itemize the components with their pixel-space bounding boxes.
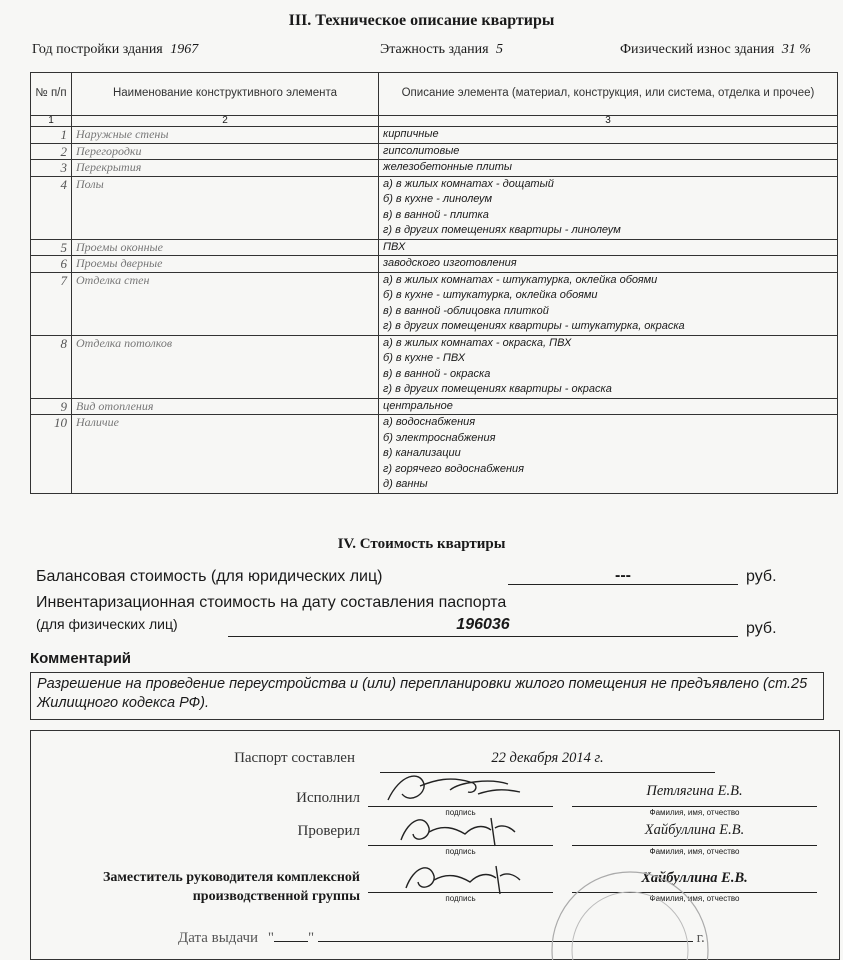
row-number: 10 xyxy=(31,415,72,494)
technical-description-table xyxy=(30,72,838,494)
table-row xyxy=(31,415,838,494)
executor-name: Петлягина Е.В. xyxy=(646,783,743,799)
floors-value: 5 xyxy=(496,42,504,57)
description-line: кирпичные xyxy=(383,128,439,140)
issue-year-suffix: г. xyxy=(696,930,705,946)
description-line: а) в жилых комнатах - дощатый xyxy=(383,177,554,190)
issue-quote-close: " xyxy=(307,930,315,946)
row-description xyxy=(379,176,838,239)
build-year-label: Год постройки здания xyxy=(32,42,163,57)
comment-text: Разрешение на проведение переустройства и (или) перепланировки жилого помещения не предъявлено (ст.25 Жилищного кодекса РФ). xyxy=(30,672,824,720)
description-line: г) в других помещениях квартиры - штукатурка, окраска xyxy=(383,320,685,332)
deputy-name: Хайбуллина Е.В. xyxy=(641,870,748,886)
row-number: 9 xyxy=(31,398,72,415)
name-caption: Фамилия, имя, отчество xyxy=(649,847,740,856)
header-desc: Описание элемента (материал, конструкция, или система, отделка и прочее) xyxy=(379,73,838,116)
row-description xyxy=(379,239,838,256)
description-line: в) в ванной -облицовка плиткой xyxy=(383,304,549,317)
description-line: г) в других помещениях квартиры - линолеум xyxy=(383,224,621,236)
table-index-row xyxy=(31,116,838,127)
table-row xyxy=(31,398,838,415)
row-element-name: Перегородки xyxy=(72,143,379,160)
wear-label: Физический износ здания xyxy=(620,42,775,57)
description-line: заводского изготовления xyxy=(383,257,517,269)
sign-caption: подпись xyxy=(445,808,476,817)
description-line: а) водоснабжения xyxy=(383,416,476,428)
floors-label: Этажность здания xyxy=(380,42,489,57)
description-line: г) горячего водоснабжения xyxy=(383,462,525,475)
description-line: г) в других помещениях квартиры - окраска xyxy=(383,383,612,395)
description-line: гипсолитовые xyxy=(383,144,460,157)
section-3-title: III. Техническое описание квартиры xyxy=(288,12,555,29)
row-element-name: Проемы оконные xyxy=(72,239,379,256)
row-element-name: Полы xyxy=(72,176,379,239)
header-no: № п/п xyxy=(31,73,72,116)
issue-label: Дата выдачи xyxy=(178,930,259,946)
row-description xyxy=(379,143,838,160)
row-description xyxy=(379,256,838,273)
wear-value: 31 % xyxy=(781,42,811,57)
name-caption: Фамилия, имя, отчество xyxy=(649,808,740,817)
table-row xyxy=(31,176,838,239)
compiled-date: 22 декабря 2014 г. xyxy=(491,750,604,766)
issue-day-line xyxy=(274,941,308,942)
table-row xyxy=(31,256,838,273)
deputy-signature xyxy=(400,858,530,898)
issue-quote-open: " xyxy=(267,930,274,946)
build-year-row xyxy=(32,42,198,58)
table-row xyxy=(31,239,838,256)
description-line: б) электроснабжения xyxy=(383,431,496,444)
table-row xyxy=(31,272,838,335)
row-number: 6 xyxy=(31,256,72,273)
row-element-name: Отделка стен xyxy=(72,272,379,335)
description-line: ПВХ xyxy=(383,240,406,253)
row-number: 5 xyxy=(31,239,72,256)
row-description xyxy=(379,272,838,335)
row-description xyxy=(379,127,838,144)
row-element-name: Вид отопления xyxy=(72,398,379,415)
row-number: 1 xyxy=(31,127,72,144)
description-line: в) в ванной - окраска xyxy=(383,367,491,380)
row-element-name: Наличие xyxy=(72,415,379,494)
deputy-label-2: производственной группы xyxy=(192,889,360,904)
row-number: 2 xyxy=(31,143,72,160)
seal-stamp xyxy=(540,860,720,960)
table-header-row xyxy=(31,73,838,116)
row-number: 3 xyxy=(31,160,72,177)
wear-row xyxy=(620,42,811,58)
row-number: 8 xyxy=(31,335,72,398)
executor-signature xyxy=(380,764,530,812)
balance-currency: руб. xyxy=(746,568,777,585)
row-element-name: Отделка потолков xyxy=(72,335,379,398)
description-line: б) в кухне - ПВХ xyxy=(383,352,466,364)
floors-row xyxy=(380,42,503,58)
row-element-name: Проемы дверные xyxy=(72,256,379,273)
row-description xyxy=(379,398,838,415)
description-line: д) ванны xyxy=(383,478,428,490)
description-line: б) в кухне - штукатурка, оклейка обоями xyxy=(383,289,598,301)
inventory-line xyxy=(228,636,738,637)
deputy-label-1: Заместитель руководителя комплексной xyxy=(102,870,360,885)
row-element-name: Перекрытия xyxy=(72,160,379,177)
balance-value: --- xyxy=(615,567,631,584)
comment-label: Комментарий xyxy=(30,650,132,667)
inventory-sub: (для физических лиц) xyxy=(36,616,178,632)
sign-caption: подпись xyxy=(445,847,476,856)
table-row xyxy=(31,143,838,160)
description-line: б) в кухне - линолеум xyxy=(383,193,493,205)
executor-name-line xyxy=(572,806,817,807)
sign-caption: подпись xyxy=(445,894,476,903)
description-line: а) в жилых комнатах - штукатурка, оклейка обоями xyxy=(383,273,658,286)
row-number: 7 xyxy=(31,272,72,335)
table-row xyxy=(31,160,838,177)
checker-name-line xyxy=(572,845,817,846)
inventory-value: 196036 xyxy=(456,616,510,633)
description-line: а) в жилых комнатах - окраска, ПВХ xyxy=(383,336,572,349)
inventory-currency: руб. xyxy=(746,620,777,637)
index-cell: 1 xyxy=(31,116,72,127)
executor-label: Исполнил xyxy=(296,790,360,806)
description-line: в) канализации xyxy=(383,447,461,459)
checker-name: Хайбуллина Е.В. xyxy=(644,822,745,838)
description-line: центральное xyxy=(383,399,453,412)
balance-label: Балансовая стоимость (для юридических лиц) xyxy=(36,568,383,585)
build-year-value: 1967 xyxy=(170,42,199,57)
inventory-label: Инвентаризационная стоимость на дату составления паспорта xyxy=(36,594,507,611)
description-line: в) в ванной - плитка xyxy=(383,208,489,221)
row-number: 4 xyxy=(31,176,72,239)
table-row xyxy=(31,335,838,398)
name-caption: Фамилия, имя, отчество xyxy=(649,894,740,903)
row-element-name: Наружные стены xyxy=(72,127,379,144)
row-description xyxy=(379,160,838,177)
description-line: железобетонные плиты xyxy=(383,161,512,173)
row-description xyxy=(379,335,838,398)
index-cell: 3 xyxy=(379,116,838,127)
checker-label: Проверил xyxy=(297,823,360,839)
header-name: Наименование конструктивного элемента xyxy=(72,73,379,116)
row-description xyxy=(379,415,838,494)
table-row xyxy=(31,127,838,144)
section-4-title: IV. Стоимость квартиры xyxy=(337,536,506,552)
checker-signature xyxy=(395,810,525,850)
compiled-label: Паспорт составлен xyxy=(234,750,355,766)
index-cell: 2 xyxy=(72,116,379,127)
